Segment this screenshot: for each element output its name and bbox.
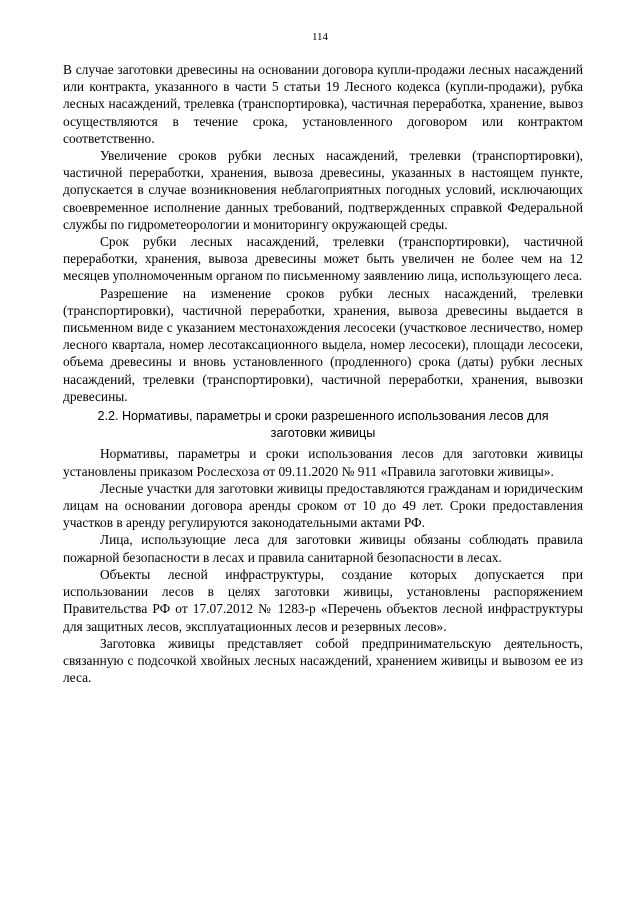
paragraph-term-extension-12-months: Срок рубки лесных насаждений, трелевки (транспортировки), частичной переработки, хранения, вывоза древесины может быть увеличен не более чем на 12 месяцев уполномоченным органом по письменному заявлению лица, использующего леса. xyxy=(63,234,583,284)
section-heading-line-1: 2.2. Нормативы, параметры и сроки разрешенного использования лесов для xyxy=(97,409,549,424)
paragraph-resin-activity: Заготовка живицы представляет собой предпринимательскую деятельность, связанную с подсочкой хвойных лесных насаждений, хранением живицы и вывозом ее из леса. xyxy=(63,635,583,686)
paragraph-resin-infrastructure: Объекты лесной инфраструктуры, создание которых допускается при использовании лесов в целях заготовки живицы, установлены распоряжением Правительства РФ от 17.07.2012 № 1283-р «Перечень объектов лесной инфраструктуры для защитных лесов, эксплуатационных лесов и резервных лесов». xyxy=(63,566,583,634)
paragraph-resin-safety: Лица, использующие леса для заготовки живицы обязаны соблюдать правила пожарной безопасности в лесах и правила санитарной безопасности в лесах. xyxy=(63,532,583,565)
section-heading xyxy=(63,408,583,442)
page-number: 114 xyxy=(311,31,329,43)
paragraph-term-extension-weather: Увеличение сроков рубки лесных насаждений, трелевки (транспортировки), частичной переработки, хранения, вывоза древесины, указанных в настоящем пункте, допускается в случае возникновения неблагоприятных погодных условий, исключающих своевременное исполнение данных требований, подтвержденных справкой Федеральной службы по гидрометеорологии и мониторингу окружающей среды. xyxy=(63,148,583,232)
paragraph-resin-lease: Лесные участки для заготовки живицы предоставляются гражданам и юридическим лицам на основании договора аренды сроком от 10 до 49 лет. Сроки предоставления участков в аренду регулируются законодательными актами РФ. xyxy=(63,480,583,531)
section-heading-line-2: заготовки живицы xyxy=(270,426,376,441)
page-body xyxy=(63,61,583,686)
paragraph-term-change-permit: Разрешение на изменение сроков рубки лесных насаждений, трелевки (транспортировки), частичной переработки, хранения, вывоза древесины выдается в письменном виде с указанием местонахождения лесосеки (участковое лесничество, номер лесного квартала, номер лесотаксационного выдела, номер лесосеки), площади лесосеки, объема древесины и вновь установленного (продленного) срока (даты) рубки лесных насаждений, трелевки (транспортировки), частичной переработки, хранения, вывозки древесины. xyxy=(63,285,583,404)
paragraph-timber-harvest-terms: В случае заготовки древесины на основании договора купли-продажи лесных насаждений или контракта, указанного в части 5 статьи 19 Лесного кодекса (купли-продажи), рубка лесных насаждений, трелевка (транспортировка), частичная переработка, хранение, вывоз осуществляются в течение срока, установленного договором или контрактом соответственно. xyxy=(63,62,583,146)
paragraph-resin-norms: Нормативы, параметры и сроки использования лесов для заготовки живицы установлены приказом Рослесхоза от 09.11.2020 № 911 «Правила заготовки живицы». xyxy=(63,446,583,479)
